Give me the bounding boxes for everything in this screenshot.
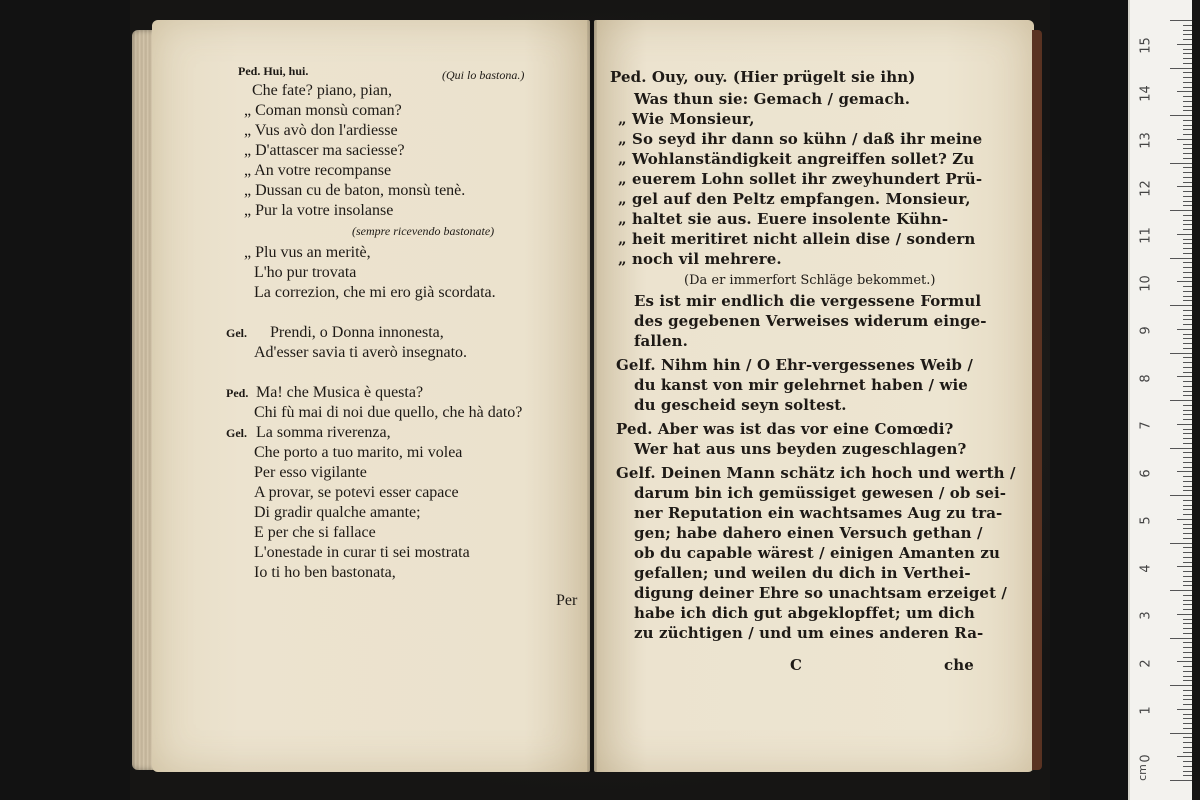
ruler-tick (1183, 747, 1192, 748)
left-line: „ Dussan cu de baton, monsù tenè. (244, 182, 466, 199)
ruler-tick (1177, 566, 1192, 567)
ruler-tick (1177, 234, 1192, 235)
ruler-tick (1183, 158, 1192, 159)
ruler-tick (1177, 281, 1192, 282)
ruler-tick (1177, 471, 1192, 472)
left-line: Per (556, 592, 578, 609)
ruler-tick (1183, 552, 1192, 553)
right-line: „ So seyd ihr dann so kühn / daß ihr meine (618, 130, 983, 148)
book-gutter (587, 20, 597, 772)
ruler-tick (1183, 144, 1192, 145)
ruler-tick (1177, 186, 1192, 187)
ruler-tick (1177, 139, 1192, 140)
left-line: Per esso vigilante (254, 464, 367, 481)
ruler-number: 1 (1138, 706, 1154, 715)
right-line: du kanst von mir gelehrnet haben / wie (634, 376, 968, 394)
right-line: darum bin ich gemüssiget gewesen / ob sei- (634, 484, 1007, 502)
right-line: habe ich dich gut abgeklopffet; um dich (634, 604, 975, 622)
ruler-tick (1183, 704, 1192, 705)
left-line: „ Pur la votre insolanse (244, 202, 394, 219)
ruler-tick (1183, 433, 1192, 434)
ruler-tick (1183, 77, 1192, 78)
right-line: „ noch vil mehrere. (618, 250, 782, 268)
ruler-tick (1183, 514, 1192, 515)
ruler-tick (1183, 134, 1192, 135)
ruler-tick (1170, 638, 1192, 639)
ruler-tick (1177, 424, 1192, 425)
dark-cloth-left (0, 0, 130, 800)
left-line: Gel. (226, 326, 247, 340)
ruler-tick (1183, 528, 1192, 529)
ruler-tick (1183, 315, 1192, 316)
left-line: „ An votre recompanse (244, 162, 392, 179)
ruler-tick (1183, 58, 1192, 59)
right-line: C (790, 656, 803, 674)
ruler-unit: cm (1135, 764, 1149, 781)
ruler-tick (1177, 661, 1192, 662)
ruler-tick (1183, 462, 1192, 463)
ruler-tick (1183, 524, 1192, 525)
ruler-tick (1183, 129, 1192, 130)
ruler-tick (1170, 400, 1192, 401)
left-line: E per che si fallace (254, 524, 376, 541)
ruler-tick (1183, 486, 1192, 487)
right-line: „ heit meritiret nicht allein dise / sondern (618, 230, 976, 248)
ruler-tick (1183, 505, 1192, 506)
ruler-tick (1170, 448, 1192, 449)
ruler-tick (1183, 666, 1192, 667)
left-line: Prendi, o Donna innonesta, (270, 324, 444, 341)
ruler-tick (1183, 220, 1192, 221)
left-line: Di gradir qualche amante; (254, 504, 421, 521)
right-line: Gelf. Nihm hin / O Ehr-vergessenes Weib / (616, 356, 973, 374)
ruler-tick (1183, 680, 1192, 681)
ruler-tick (1183, 410, 1192, 411)
ruler-tick (1183, 585, 1192, 586)
ruler-tick (1183, 766, 1192, 767)
ruler-number: 4 (1138, 563, 1154, 573)
ruler-number: 0 (1138, 753, 1154, 763)
right-page (594, 20, 1034, 772)
ruler-tick (1183, 324, 1192, 325)
ruler-tick (1183, 310, 1192, 311)
ruler-number: 10 (1138, 274, 1154, 292)
left-line: Ped. Hui, hui. (238, 64, 309, 78)
ruler-tick (1170, 258, 1192, 259)
left-line: Ad'esser savia ti averò insegnato. (254, 344, 468, 361)
ruler-number: 3 (1138, 611, 1154, 620)
ruler-tick (1183, 595, 1192, 596)
ruler-tick (1183, 30, 1192, 31)
left-line: La correzion, che mi ero già scordata. (254, 284, 496, 301)
ruler-tick (1183, 619, 1192, 620)
ruler-number: 2 (1138, 658, 1154, 668)
left-line: La somma riverenza, (256, 424, 391, 441)
ruler-tick (1183, 562, 1192, 563)
ruler-tick (1183, 205, 1192, 206)
ruler-tick (1183, 742, 1192, 743)
ruler-tick (1183, 253, 1192, 254)
ruler-tick (1170, 305, 1192, 306)
ruler-number: 8 (1138, 373, 1154, 383)
ruler-tick (1183, 737, 1192, 738)
ruler-tick (1183, 372, 1192, 373)
ruler-number: 11 (1138, 227, 1154, 244)
ruler-tick (1183, 53, 1192, 54)
left-line: (sempre ricevendo bastonate) (352, 224, 495, 238)
ruler-tick (1183, 571, 1192, 572)
ruler-tick (1183, 191, 1192, 192)
left-line: Che porto a tuo marito, mi volea (254, 444, 463, 461)
right-line: zu züchtigen / und um eines anderen Ra- (634, 624, 984, 642)
ruler-tick (1183, 367, 1192, 368)
ruler-tick (1183, 395, 1192, 396)
ruler-tick (1183, 177, 1192, 178)
ruler-tick (1183, 642, 1192, 643)
right-line: (Da er immerfort Schläge bekommet.) (684, 273, 936, 288)
ruler-tick (1183, 224, 1192, 225)
ruler-tick (1183, 604, 1192, 605)
left-line: Gel. (226, 426, 247, 440)
right-line: „ haltet sie aus. Euere insolente Kühn- (618, 210, 949, 228)
ruler-tick (1183, 576, 1192, 577)
right-line: Ped. Aber was ist das vor eine Comœdi? (616, 420, 954, 438)
ruler-tick (1170, 543, 1192, 544)
ruler-tick (1183, 357, 1192, 358)
right-line: digung deiner Ehre so unachtsam erzeiget / (634, 584, 1008, 602)
ruler-tick (1183, 153, 1192, 154)
ruler-tick (1170, 20, 1192, 21)
ruler-tick (1183, 39, 1192, 40)
ruler-number: 5 (1138, 516, 1154, 525)
right-line: „ gel auf den Peltz empfangen. Monsieur, (618, 190, 971, 208)
ruler-tick (1183, 391, 1192, 392)
ruler-tick (1183, 647, 1192, 648)
ruler-tick (1183, 362, 1192, 363)
ruler-tick (1183, 291, 1192, 292)
ruler-tick (1183, 25, 1192, 26)
ruler-tick (1183, 623, 1192, 624)
ruler-tick (1183, 429, 1192, 430)
ruler-tick (1183, 101, 1192, 102)
ruler-tick (1183, 633, 1192, 634)
ruler-tick (1183, 690, 1192, 691)
ruler-tick (1183, 476, 1192, 477)
right-line: „ Wie Monsieur, (618, 110, 755, 128)
right-line: gen; habe dahero einen Versuch gethan / (634, 524, 983, 542)
left-line: „ Vus avò don l'ardiesse (244, 122, 398, 139)
ruler-tick (1183, 272, 1192, 273)
ruler-tick (1183, 243, 1192, 244)
ruler-tick (1170, 353, 1192, 354)
ruler-tick (1170, 685, 1192, 686)
left-line: „ D'attascer ma saciesse? (244, 142, 405, 159)
ruler-tick (1183, 300, 1192, 301)
left-line: L'onestade in curar ti sei mostrata (254, 544, 470, 561)
ruler-tick (1183, 381, 1192, 382)
ruler-tick (1183, 714, 1192, 715)
ruler-tick (1170, 68, 1192, 69)
ruler-tick (1183, 509, 1192, 510)
ruler-tick (1183, 581, 1192, 582)
ruler-tick (1183, 319, 1192, 320)
ruler-tick (1183, 338, 1192, 339)
ruler-tick (1183, 652, 1192, 653)
left-line: Ma! che Musica è questa? (256, 384, 424, 401)
ruler-tick (1170, 210, 1192, 211)
ruler-tick (1177, 376, 1192, 377)
left-line: Ped. (226, 386, 249, 400)
ruler-tick (1183, 609, 1192, 610)
ruler-tick (1177, 519, 1192, 520)
ruler-tick (1183, 148, 1192, 149)
ruler-tick (1183, 229, 1192, 230)
ruler-tick (1183, 334, 1192, 335)
ruler-tick (1183, 547, 1192, 548)
ruler-tick (1183, 500, 1192, 501)
ruler-tick (1183, 82, 1192, 83)
ruler-tick (1183, 695, 1192, 696)
ruler-tick (1183, 628, 1192, 629)
open-book (132, 20, 1044, 778)
ruler-tick (1183, 248, 1192, 249)
ruler-tick (1183, 752, 1192, 753)
ruler-tick (1177, 329, 1192, 330)
ruler-tick (1183, 657, 1192, 658)
left-line: Chi fù mai di noi due quello, che hà dato? (254, 404, 523, 421)
ruler-tick (1183, 110, 1192, 111)
ruler-number: 14 (1138, 84, 1154, 102)
measuring-ruler (1128, 0, 1192, 800)
right-line: fallen. (634, 332, 688, 350)
ruler-tick (1170, 733, 1192, 734)
ruler-tick (1183, 286, 1192, 287)
ruler-tick (1183, 343, 1192, 344)
ruler-tick (1183, 386, 1192, 387)
ruler-tick (1183, 414, 1192, 415)
ruler-tick (1183, 718, 1192, 719)
ruler-tick (1183, 49, 1192, 50)
ruler-tick (1183, 771, 1192, 772)
ruler-number: 9 (1138, 326, 1154, 335)
ruler-tick (1183, 457, 1192, 458)
ruler-tick (1183, 438, 1192, 439)
ruler-tick (1183, 72, 1192, 73)
right-line: gefallen; und weilen du dich in Verthei- (634, 564, 971, 582)
ruler-tick (1183, 125, 1192, 126)
ruler-tick (1183, 728, 1192, 729)
ruler-tick (1177, 44, 1192, 45)
ruler-tick (1170, 590, 1192, 591)
ruler-tick (1183, 723, 1192, 724)
ruler-tick (1183, 167, 1192, 168)
ruler-tick (1183, 201, 1192, 202)
ruler-tick (1170, 115, 1192, 116)
ruler-tick (1183, 172, 1192, 173)
left-line: Io ti ho ben bastonata, (254, 564, 396, 581)
right-line: Ped. Ouy, ouy. (Hier prügelt sie ihn) (610, 68, 916, 86)
right-line: des gegebenen Verweises widerum einge- (634, 312, 987, 330)
right-line: „ euerem Lohn sollet ihr zweyhundert Prü- (618, 170, 983, 188)
ruler-tick (1177, 614, 1192, 615)
ruler-tick (1183, 443, 1192, 444)
ruler-tick (1183, 106, 1192, 107)
right-line: ner Reputation ein wachtsames Aug zu tra- (634, 504, 1003, 522)
ruler-tick (1183, 775, 1192, 776)
left-line: (Qui lo bastona.) (442, 68, 525, 82)
ruler-number: 13 (1138, 132, 1154, 149)
left-page (152, 20, 590, 772)
ruler-tick (1183, 182, 1192, 183)
ruler-tick (1177, 91, 1192, 92)
ruler-number: 6 (1138, 468, 1154, 478)
ruler-tick (1183, 262, 1192, 263)
ruler-tick (1183, 63, 1192, 64)
left-line: A provar, se potevi esser capace (254, 484, 459, 501)
ruler-tick (1183, 600, 1192, 601)
ruler-tick (1183, 557, 1192, 558)
ruler-tick (1183, 239, 1192, 240)
ruler-tick (1183, 405, 1192, 406)
ruler-tick (1183, 96, 1192, 97)
book-cover-edge (1032, 30, 1042, 770)
right-line: Was thun sie: Gemach / gemach. (634, 90, 911, 108)
left-line: Che fate? piano, pian, (252, 82, 392, 99)
ruler-tick (1183, 87, 1192, 88)
ruler-tick (1183, 481, 1192, 482)
ruler-tick (1177, 709, 1192, 710)
left-line: „ Plu vus an meritè, (244, 244, 371, 261)
ruler-tick (1183, 34, 1192, 35)
ruler-number: 12 (1138, 179, 1154, 197)
ruler-tick (1183, 490, 1192, 491)
ruler-tick (1177, 756, 1192, 757)
ruler-number: 15 (1138, 37, 1154, 54)
ruler-tick (1183, 467, 1192, 468)
left-line: „ Coman monsù coman? (244, 102, 402, 119)
ruler-tick (1183, 348, 1192, 349)
ruler-tick (1183, 761, 1192, 762)
right-line: „ Wohlanständigkeit angreiffen sollet? Zu (618, 150, 975, 168)
ruler-tick (1183, 267, 1192, 268)
ruler-tick (1183, 215, 1192, 216)
right-line: du gescheid seyn soltest. (634, 396, 847, 414)
right-line: che (944, 656, 974, 674)
ruler-tick (1183, 296, 1192, 297)
ruler-tick (1183, 277, 1192, 278)
ruler-tick (1183, 671, 1192, 672)
right-line: Wer hat aus uns beyden zugeschlagen? (634, 440, 967, 458)
ruler-tick (1183, 533, 1192, 534)
left-line: L'ho pur trovata (254, 264, 357, 281)
right-line: Es ist mir endlich die vergessene Formul (634, 292, 982, 310)
ruler-tick (1170, 780, 1192, 781)
right-line: ob du capable wärest / einigen Amanten zu (634, 544, 1000, 562)
ruler-tick (1183, 419, 1192, 420)
ruler-tick (1170, 495, 1192, 496)
dark-cloth-right (1050, 0, 1130, 800)
ruler-tick (1183, 120, 1192, 121)
ruler-tick (1183, 452, 1192, 453)
ruler-number: 7 (1138, 421, 1154, 430)
ruler-tick (1183, 699, 1192, 700)
right-line: Gelf. Deinen Mann schätz ich hoch und werth / (616, 464, 1016, 482)
ruler-tick (1183, 676, 1192, 677)
ruler-tick (1183, 538, 1192, 539)
ruler-tick (1170, 163, 1192, 164)
ruler-tick (1183, 196, 1192, 197)
